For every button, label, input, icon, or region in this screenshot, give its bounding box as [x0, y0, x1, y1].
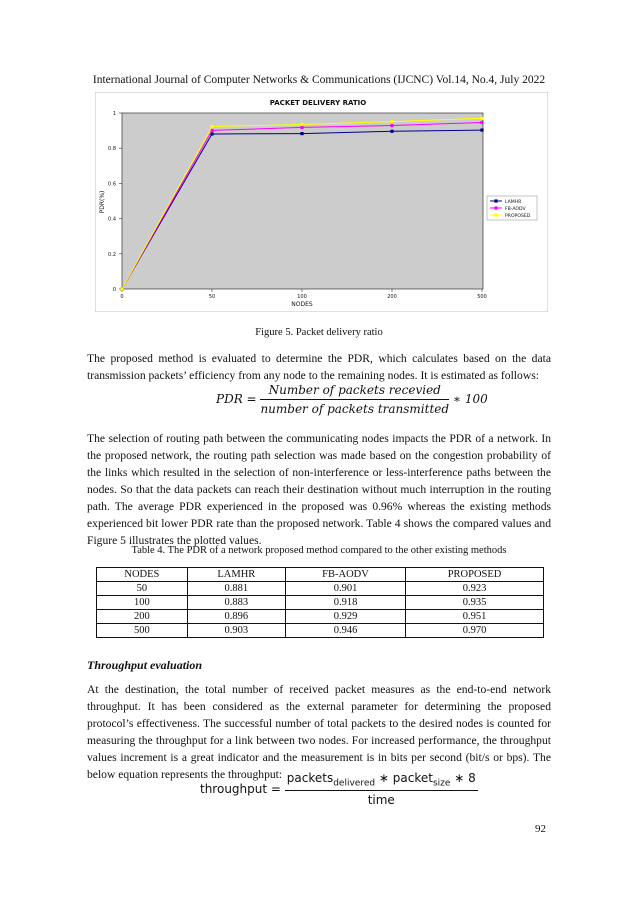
- data-point: [480, 121, 483, 124]
- y-tick-label: 0.2: [108, 251, 116, 258]
- legend-swatch-marker: [494, 199, 497, 202]
- table-header-row: [97, 568, 544, 582]
- x-axis-label: NODES: [291, 301, 313, 308]
- pdr-table: [96, 567, 544, 638]
- paragraph-pdr-intro: The proposed method is evaluated to determine the PDR, which calculates based on the data transmission packets’ efficiency from any node to the remaining nodes. It is estimated as follows:: [87, 352, 551, 382]
- table-cell: 0.970: [406, 624, 544, 638]
- equation-denominator: time: [367, 793, 395, 808]
- table-row: [97, 624, 544, 638]
- table-row: [97, 596, 544, 610]
- paragraph-pdr-analysis: The selection of routing path between the communicating nodes impacts the PDR of a network. In the proposed network, the routing path selection was made based on the congestion probability of the links which resulted in the selection of non-interference or less-interference paths between the nodes. So that the data packets can reach their destination without much interruption in the routing path. The average PDR experienced in the proposed was 0.96% whereas the existing methods experienced bit lower PDR rate than the proposed network. Table 4 shows the compared values and Figure 5 illustrates the plotted values.: [87, 432, 551, 547]
- numerator-subscript: size: [432, 778, 451, 789]
- legend-label: FB-AODV: [505, 206, 526, 212]
- table-header-cell: NODES: [97, 568, 188, 582]
- throughput-equation: [200, 771, 478, 807]
- x-tick-label: 50: [208, 294, 216, 300]
- chart-title: PACKET DELIVERY RATIO: [269, 99, 367, 107]
- table-cell: 50: [97, 582, 188, 596]
- y-tick-label: 0.8: [108, 146, 116, 153]
- numerator-subscript: delivered: [333, 778, 376, 789]
- table-cell: 0.946: [285, 624, 405, 638]
- equation-fraction: [285, 771, 478, 807]
- table-cell: 0.903: [187, 624, 285, 638]
- x-tick-label: 100: [297, 294, 307, 300]
- data-point: [120, 287, 123, 290]
- journal-header: International Journal of Computer Networks & Communications (IJCNC) Vol.14, No.4, July 2022: [92, 74, 546, 86]
- data-point: [390, 120, 393, 123]
- pdr-equation: [216, 383, 488, 416]
- y-tick-label: 0.6: [108, 181, 116, 188]
- equation-fraction: [260, 383, 449, 416]
- table-header-cell: FB-AODV: [285, 568, 405, 582]
- table-cell: 0.923: [406, 582, 544, 596]
- table-cell: 0.918: [285, 596, 405, 610]
- table-cell: 0.881: [187, 582, 285, 596]
- table-caption: Table 4. The PDR of a network proposed method compared to the other existing methods: [131, 545, 507, 556]
- table-cell: 0.901: [285, 582, 405, 596]
- table-cell: 0.929: [285, 610, 405, 624]
- data-point: [300, 126, 303, 129]
- plot-area: [122, 113, 483, 289]
- page-number: 92: [535, 823, 546, 835]
- table-header-cell: PROPOSED: [406, 568, 544, 582]
- y-tick-label: 1: [112, 111, 116, 117]
- numerator-term: ∗ 8: [450, 771, 476, 785]
- paragraph-throughput: At the destination, the total number of received packet measures as the end-to-end network throughput. It has been considered as the external parameter for determining the proposed protocol’s effectiveness. The successful number of total packets to the desired nodes is counted for measuring the throughput for a link between two nodes. For increased performance, the throughput values increment is a great indicator and the measurement is in bits per second (bit/s or bps). The below equation represents the throughput:: [87, 683, 551, 781]
- table-row: [97, 582, 544, 596]
- table-cell: 0.935: [406, 596, 544, 610]
- table-row: [97, 610, 544, 624]
- pdr-figure: [95, 92, 548, 312]
- equation-numerator: Number of packets recevied: [260, 383, 449, 400]
- legend-swatch-marker: [494, 213, 497, 216]
- equation-lhs: PDR =: [216, 392, 257, 406]
- section-title: Throughput evaluation: [87, 658, 203, 672]
- figure-caption: Figure 5. Packet delivery ratio: [255, 327, 383, 338]
- data-point: [480, 117, 483, 120]
- data-point: [210, 125, 213, 128]
- chart-legend: [487, 196, 537, 220]
- legend-swatch-marker: [494, 206, 497, 209]
- numerator-term: ∗ packet: [375, 771, 433, 785]
- table-cell: 0.896: [187, 610, 285, 624]
- y-tick-label: 0: [112, 287, 116, 293]
- data-point: [480, 128, 483, 131]
- legend-label: PROPOSED: [505, 213, 531, 219]
- data-point: [390, 124, 393, 127]
- data-point: [300, 123, 303, 126]
- equation-numerator: [285, 771, 478, 791]
- equation-denominator: number of packets transmitted: [260, 402, 450, 416]
- table-cell: 200: [97, 610, 188, 624]
- y-tick-label: 0.4: [108, 216, 116, 223]
- numerator-term: packets: [286, 771, 334, 785]
- x-tick-label: 500: [477, 294, 487, 300]
- legend-label: LAMHR: [505, 199, 522, 205]
- data-point: [300, 132, 303, 135]
- table-cell: 500: [97, 624, 188, 638]
- table-header-cell: LAMHR: [187, 568, 285, 582]
- x-tick-label: 200: [387, 294, 397, 300]
- table-cell: 0.951: [406, 610, 544, 624]
- data-point: [390, 130, 393, 133]
- x-tick-label: 0: [120, 294, 124, 300]
- table-cell: 100: [97, 596, 188, 610]
- table-cell: 0.883: [187, 596, 285, 610]
- y-axis-label: PDR(%): [99, 190, 106, 214]
- equation-lhs: throughput =: [200, 782, 281, 797]
- equation-tail: ∗ 100: [452, 392, 488, 406]
